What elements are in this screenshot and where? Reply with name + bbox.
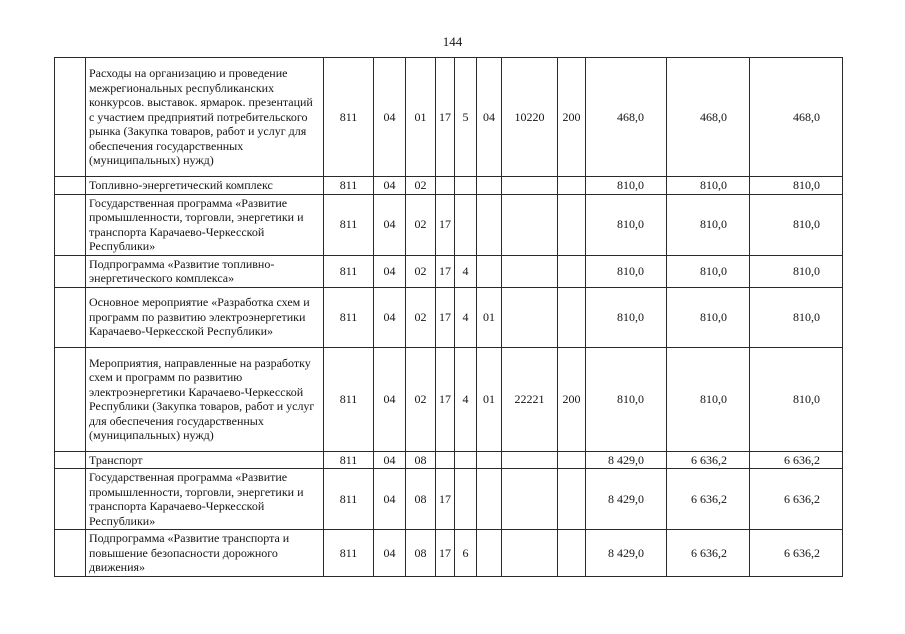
ministry-code: 811 xyxy=(324,530,374,577)
amount-year-2: 810,0 xyxy=(667,194,750,255)
direction-code: 10220 xyxy=(502,58,558,177)
amount-year-2: 810,0 xyxy=(667,347,750,451)
program-code: 17 xyxy=(436,194,455,255)
subprogram-code xyxy=(455,469,477,530)
subsection-code: 02 xyxy=(406,177,436,195)
subprogram-code: 6 xyxy=(455,530,477,577)
direction-code xyxy=(502,287,558,347)
amount-year-1: 810,0 xyxy=(586,255,667,287)
event-code: 04 xyxy=(477,58,502,177)
amount-year-1: 810,0 xyxy=(586,347,667,451)
section-code: 04 xyxy=(374,451,406,469)
subsection-code: 08 xyxy=(406,530,436,577)
direction-code xyxy=(502,255,558,287)
amount-year-3: 468,0 xyxy=(750,58,843,177)
subprogram-code xyxy=(455,451,477,469)
amount-year-1: 810,0 xyxy=(586,194,667,255)
page-number: 144 xyxy=(442,34,463,49)
table-row xyxy=(55,469,843,530)
expense-name: Подпрограмма «Развитие транспорта и повышение безопасности дорожного движения» xyxy=(86,530,324,577)
event-code xyxy=(477,530,502,577)
amount-year-3: 810,0 xyxy=(750,194,843,255)
table-row xyxy=(55,451,843,469)
expense-type-code xyxy=(558,177,586,195)
amount-year-2: 468,0 xyxy=(667,58,750,177)
direction-code xyxy=(502,469,558,530)
expense-type-code xyxy=(558,255,586,287)
subprogram-code: 4 xyxy=(455,255,477,287)
program-code: 17 xyxy=(436,347,455,451)
subsection-code: 02 xyxy=(406,194,436,255)
section-code: 04 xyxy=(374,177,406,195)
expense-name: Расходы на организацию и проведение межрегиональных республиканских конкурсов. выставок. ярмарок. презентаций с участием предприятий потребительского рынка (Закупка товаров, работ и услуг для обеспечения государственных (муниципальных) нужд) xyxy=(86,58,324,177)
subprogram-code xyxy=(455,177,477,195)
event-code: 01 xyxy=(477,287,502,347)
expense-type-code: 200 xyxy=(558,58,586,177)
amount-year-1: 810,0 xyxy=(586,177,667,195)
event-code xyxy=(477,451,502,469)
amount-year-1: 8 429,0 xyxy=(586,451,667,469)
amount-year-2: 6 636,2 xyxy=(667,469,750,530)
subsection-code: 02 xyxy=(406,287,436,347)
subprogram-code: 4 xyxy=(455,347,477,451)
subsection-code: 08 xyxy=(406,451,436,469)
expense-type-code xyxy=(558,451,586,469)
amount-year-1: 468,0 xyxy=(586,58,667,177)
direction-code: 22221 xyxy=(502,347,558,451)
section-code: 04 xyxy=(374,469,406,530)
subprogram-code xyxy=(455,194,477,255)
event-code xyxy=(477,255,502,287)
amount-year-3: 810,0 xyxy=(750,287,843,347)
expense-name: Мероприятия, направленные на разработку схем и программ по развитию электроэнергетики Карачаево-Черкесской Республики (Закупка товаров, работ и услуг для обеспечения государственных (муниципальных) нужд) xyxy=(86,347,324,451)
row-blank-cell xyxy=(55,287,86,347)
amount-year-3: 810,0 xyxy=(750,177,843,195)
subsection-code: 02 xyxy=(406,347,436,451)
amount-year-3: 6 636,2 xyxy=(750,451,843,469)
table-row xyxy=(55,255,843,287)
row-blank-cell xyxy=(55,469,86,530)
program-code xyxy=(436,177,455,195)
amount-year-1: 810,0 xyxy=(586,287,667,347)
row-blank-cell xyxy=(55,194,86,255)
subprogram-code: 4 xyxy=(455,287,477,347)
row-blank-cell xyxy=(55,255,86,287)
amount-year-3: 6 636,2 xyxy=(750,469,843,530)
direction-code xyxy=(502,177,558,195)
direction-code xyxy=(502,451,558,469)
amount-year-1: 8 429,0 xyxy=(586,530,667,577)
subsection-code: 01 xyxy=(406,58,436,177)
expense-type-code xyxy=(558,530,586,577)
expense-type-code xyxy=(558,194,586,255)
amount-year-2: 810,0 xyxy=(667,255,750,287)
table-row xyxy=(55,194,843,255)
amount-year-2: 810,0 xyxy=(667,177,750,195)
amount-year-3: 810,0 xyxy=(750,347,843,451)
subsection-code: 08 xyxy=(406,469,436,530)
event-code xyxy=(477,469,502,530)
section-code: 04 xyxy=(374,194,406,255)
direction-code xyxy=(502,194,558,255)
amount-year-2: 6 636,2 xyxy=(667,451,750,469)
event-code xyxy=(477,177,502,195)
expense-name: Подпрограмма «Развитие топливно-энергетического комплекса» xyxy=(86,255,324,287)
section-code: 04 xyxy=(374,255,406,287)
expense-type-code: 200 xyxy=(558,347,586,451)
ministry-code: 811 xyxy=(324,177,374,195)
expense-name: Транспорт xyxy=(86,451,324,469)
section-code: 04 xyxy=(374,58,406,177)
ministry-code: 811 xyxy=(324,347,374,451)
row-blank-cell xyxy=(55,58,86,177)
expense-name: Государственная программа «Развитие промышленности, торговли, энергетики и транспорта Карачаево-Черкесской Республики» xyxy=(86,194,324,255)
expense-name: Основное мероприятие «Разработка схем и программ по развитию электроэнергетики Карачаево-Черкесской Республики» xyxy=(86,287,324,347)
ministry-code: 811 xyxy=(324,451,374,469)
program-code: 17 xyxy=(436,530,455,577)
subprogram-code: 5 xyxy=(455,58,477,177)
ministry-code: 811 xyxy=(324,194,374,255)
program-code: 17 xyxy=(436,469,455,530)
ministry-code: 811 xyxy=(324,58,374,177)
direction-code xyxy=(502,530,558,577)
row-blank-cell xyxy=(55,530,86,577)
table-row xyxy=(55,58,843,177)
budget-table xyxy=(54,57,843,577)
expense-type-code xyxy=(558,287,586,347)
amount-year-1: 8 429,0 xyxy=(586,469,667,530)
program-code xyxy=(436,451,455,469)
table-row xyxy=(55,287,843,347)
ministry-code: 811 xyxy=(324,287,374,347)
table-row xyxy=(55,177,843,195)
amount-year-2: 810,0 xyxy=(667,287,750,347)
expense-type-code xyxy=(558,469,586,530)
subsection-code: 02 xyxy=(406,255,436,287)
row-blank-cell xyxy=(55,451,86,469)
program-code: 17 xyxy=(436,287,455,347)
section-code: 04 xyxy=(374,347,406,451)
amount-year-2: 6 636,2 xyxy=(667,530,750,577)
event-code xyxy=(477,194,502,255)
row-blank-cell xyxy=(55,347,86,451)
expense-name: Топливно-энергетический комплекс xyxy=(86,177,324,195)
section-code: 04 xyxy=(374,287,406,347)
table-row xyxy=(55,530,843,577)
amount-year-3: 810,0 xyxy=(750,255,843,287)
row-blank-cell xyxy=(55,177,86,195)
program-code: 17 xyxy=(436,255,455,287)
section-code: 04 xyxy=(374,530,406,577)
expense-name: Государственная программа «Развитие промышленности, торговли, энергетики и транспорта Карачаево-Черкесской Республики» xyxy=(86,469,324,530)
event-code: 01 xyxy=(477,347,502,451)
table-row xyxy=(55,347,843,451)
amount-year-3: 6 636,2 xyxy=(750,530,843,577)
program-code: 17 xyxy=(436,58,455,177)
ministry-code: 811 xyxy=(324,469,374,530)
ministry-code: 811 xyxy=(324,255,374,287)
